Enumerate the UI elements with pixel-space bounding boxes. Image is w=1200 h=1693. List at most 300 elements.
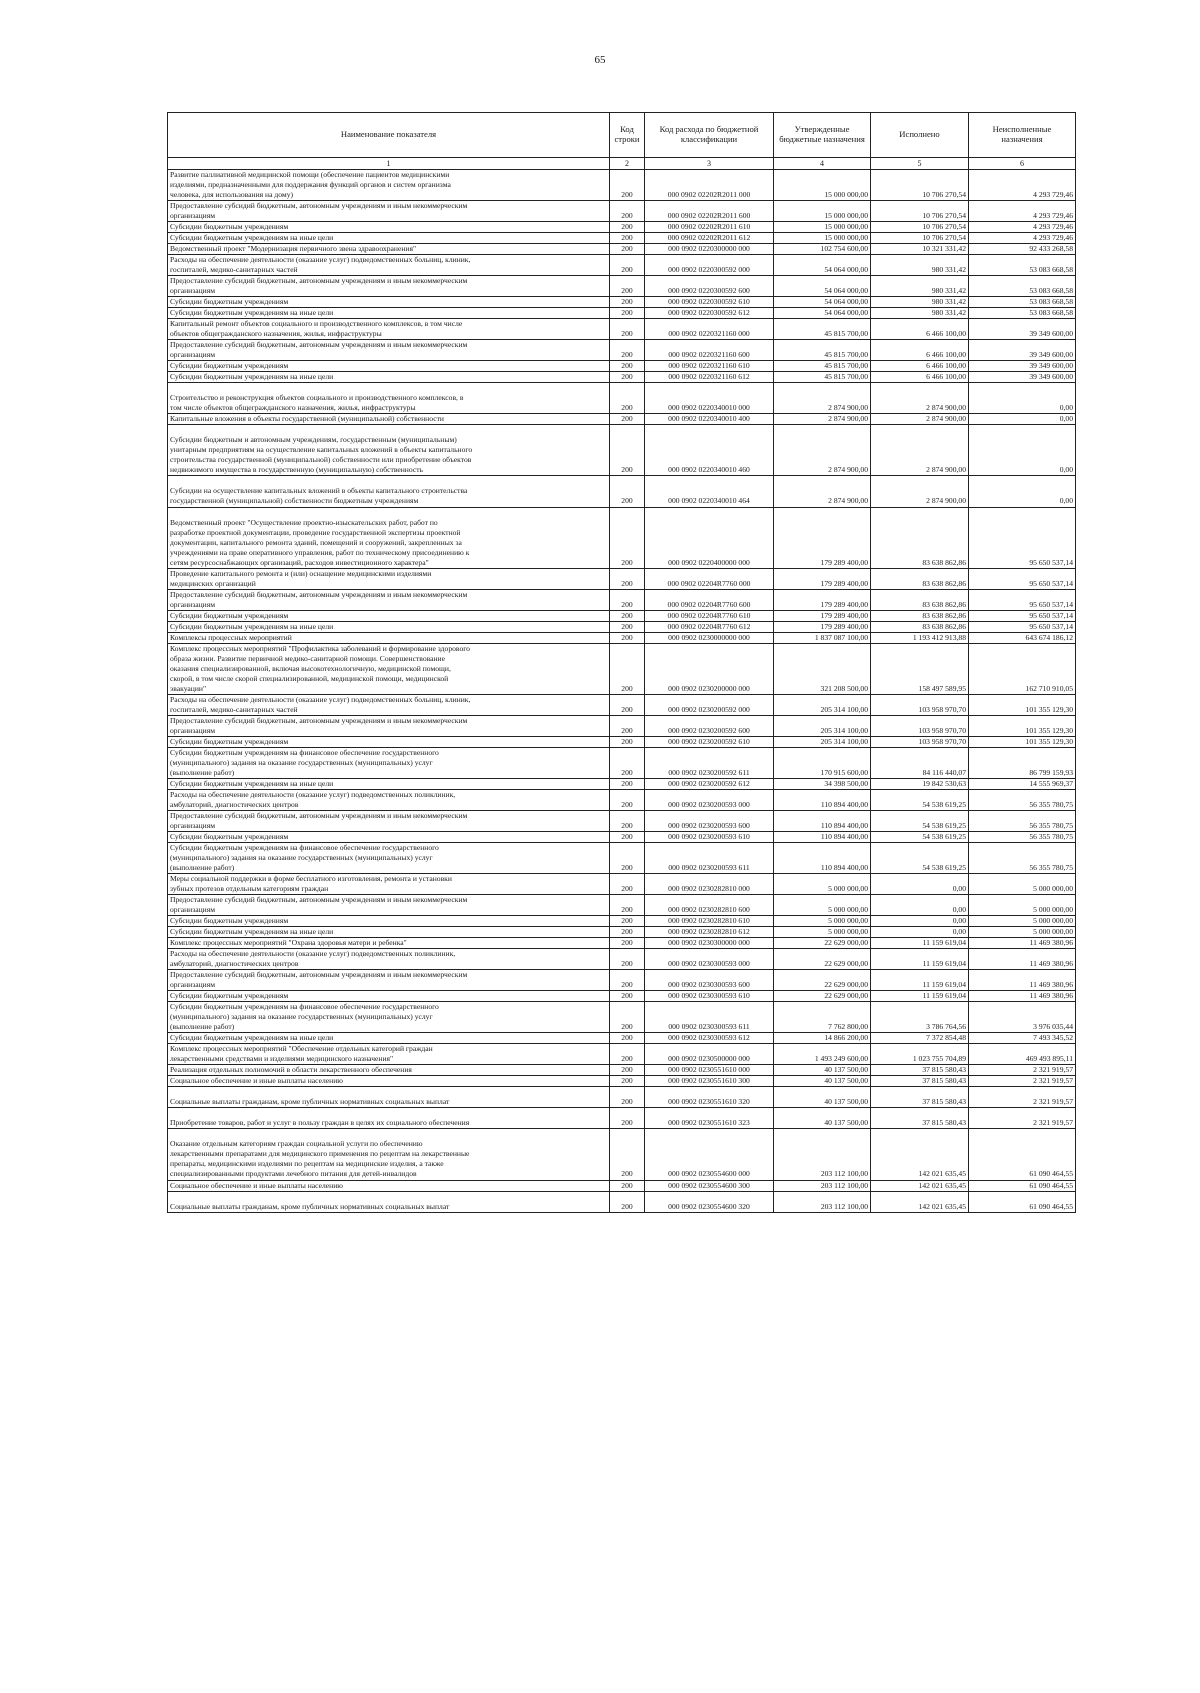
row-budget-code-cell: 000 0902 0230200593 000 (645, 789, 774, 810)
table-row (168, 632, 1076, 643)
table-row (168, 610, 1076, 621)
row-unexecuted-cell: 53 083 668,58 (969, 308, 1076, 319)
row-executed-cell: 2 874 900,00 (871, 414, 969, 425)
row-unexecuted-cell: 56 355 780,75 (969, 810, 1076, 831)
table-row (168, 201, 1076, 222)
row-line-code-cell: 200 (610, 1087, 645, 1108)
row-executed-cell: 11 159 619,04 (871, 991, 969, 1002)
row-budget-code-cell: 000 0902 0220340010 400 (645, 414, 774, 425)
row-budget-code-cell: 000 0902 0230300593 610 (645, 991, 774, 1002)
row-name-cell: Субсидии бюджетным учреждениям на иные цели (168, 927, 610, 938)
table-row (168, 1002, 1076, 1033)
row-approved-cell: 203 112 100,00 (774, 1191, 871, 1212)
row-unexecuted-cell: 469 493 895,11 (969, 1044, 1076, 1065)
header-approved: Утвержденные бюджетные назначения (774, 113, 871, 158)
row-executed-cell: 2 874 900,00 (871, 425, 969, 476)
row-budget-code-cell: 000 0902 0220340010 464 (645, 476, 774, 507)
table-row (168, 621, 1076, 632)
row-budget-code-cell: 000 0902 02202R2011 000 (645, 170, 774, 201)
row-executed-cell: 6 466 100,00 (871, 372, 969, 383)
row-unexecuted-cell: 5 000 000,00 (969, 927, 1076, 938)
row-executed-cell: 11 159 619,04 (871, 938, 969, 949)
row-budget-code-cell: 000 0902 0230200592 000 (645, 694, 774, 715)
row-approved-cell: 34 398 500,00 (774, 778, 871, 789)
row-name-cell: Развитие паллиативной медицинской помощи (обеспечение пациентов медицинскими изделиями, предназначенными для поддержания функций органов и систем организма человека, для использования на дому) (168, 170, 610, 201)
row-name-cell: Предоставление субсидий бюджетным, автономным учреждениям и иным некоммерческим организациям (168, 340, 610, 361)
row-executed-cell: 2 874 900,00 (871, 383, 969, 414)
row-executed-cell: 1 193 412 913,88 (871, 632, 969, 643)
table-row (168, 170, 1076, 201)
row-approved-cell: 40 137 500,00 (774, 1087, 871, 1108)
row-executed-cell: 83 638 862,86 (871, 621, 969, 632)
budget-execution-table (167, 112, 1076, 1213)
table-row (168, 414, 1076, 425)
row-unexecuted-cell: 5 000 000,00 (969, 916, 1076, 927)
row-approved-cell: 203 112 100,00 (774, 1180, 871, 1191)
row-budget-code-cell: 000 0902 0230200592 600 (645, 715, 774, 736)
table-row (168, 643, 1076, 694)
row-approved-cell: 15 000 000,00 (774, 222, 871, 233)
table-row (168, 694, 1076, 715)
row-approved-cell: 205 314 100,00 (774, 694, 871, 715)
row-executed-cell: 10 706 270,54 (871, 222, 969, 233)
row-executed-cell: 54 538 619,25 (871, 810, 969, 831)
row-line-code-cell: 200 (610, 949, 645, 970)
row-name-cell: Субсидии бюджетным учреждениям (168, 991, 610, 1002)
row-executed-cell: 142 021 635,45 (871, 1180, 969, 1191)
row-line-code-cell: 200 (610, 694, 645, 715)
row-unexecuted-cell: 643 674 186,12 (969, 632, 1076, 643)
row-line-code-cell: 200 (610, 1180, 645, 1191)
row-budget-code-cell: 000 0902 0220300592 612 (645, 308, 774, 319)
row-approved-cell: 15 000 000,00 (774, 170, 871, 201)
row-name-cell: Меры социальной поддержки в форме бесплатного изготовления, ремонта и установки зубных протезов отдельным категориям граждан (168, 874, 610, 895)
row-name-cell: Субсидии бюджетным учреждениям (168, 361, 610, 372)
row-unexecuted-cell: 86 799 159,93 (969, 747, 1076, 778)
row-budget-code-cell: 000 0902 0230551610 320 (645, 1087, 774, 1108)
row-name-cell: Предоставление субсидий бюджетным, автономным учреждениям и иным некоммерческим организациям (168, 970, 610, 991)
table-row (168, 244, 1076, 255)
row-approved-cell: 14 866 200,00 (774, 1033, 871, 1044)
row-approved-cell: 15 000 000,00 (774, 201, 871, 222)
table-body (168, 170, 1076, 1213)
row-line-code-cell: 200 (610, 255, 645, 276)
row-approved-cell: 5 000 000,00 (774, 927, 871, 938)
row-unexecuted-cell: 56 355 780,75 (969, 843, 1076, 874)
row-name-cell: Предоставление субсидий бюджетным, автономным учреждениям и иным некоммерческим организациям (168, 589, 610, 610)
row-approved-cell: 40 137 500,00 (774, 1076, 871, 1087)
row-approved-cell: 2 874 900,00 (774, 476, 871, 507)
row-line-code-cell: 200 (610, 927, 645, 938)
table-row (168, 736, 1076, 747)
table-row (168, 568, 1076, 589)
column-number-row (168, 158, 1076, 170)
row-budget-code-cell: 000 0902 02204R7760 600 (645, 589, 774, 610)
row-line-code-cell: 200 (610, 372, 645, 383)
row-name-cell: Ведомственный проект "Осуществление проектно-изыскательских работ, работ по разработке проектной документации, проведение государственной экспертизы проектной документации, капитального ремонта зданий, помещений и сооружений, закрепленных за учреждениями на праве оперативного управления, работ по техническому присоединению к сетям ресурсоснабжающих организаций, расходов инвестиционного характера" (168, 507, 610, 568)
row-approved-cell: 205 314 100,00 (774, 736, 871, 747)
row-line-code-cell: 200 (610, 991, 645, 1002)
table-row (168, 874, 1076, 895)
row-name-cell: Субсидии бюджетным учреждениям на иные цели (168, 1033, 610, 1044)
table-row (168, 319, 1076, 340)
row-line-code-cell: 200 (610, 610, 645, 621)
table-row (168, 308, 1076, 319)
row-executed-cell: 142 021 635,45 (871, 1129, 969, 1180)
table-row (168, 372, 1076, 383)
row-unexecuted-cell: 0,00 (969, 425, 1076, 476)
table-row (168, 222, 1076, 233)
table-row (168, 276, 1076, 297)
row-approved-cell: 45 815 700,00 (774, 340, 871, 361)
row-approved-cell: 54 064 000,00 (774, 276, 871, 297)
row-unexecuted-cell: 92 433 268,58 (969, 244, 1076, 255)
row-executed-cell: 1 023 755 704,89 (871, 1044, 969, 1065)
table-row (168, 1065, 1076, 1076)
column-number: 3 (645, 158, 774, 170)
row-name-cell: Комплекс процессных мероприятий "Профилактика заболеваний и формирование здорового образа жизни. Развитие первичной медико-санитарной помощи. Совершенствование оказания специализированной, включая высокотехнологичную, медицинской помощи, скорой, в том числе скорой специализированной, медицинской помощи, медицинской эвакуации" (168, 643, 610, 694)
row-name-cell: Расходы на обеспечение деятельности (оказание услуг) подведомственных больниц, клиник, госпиталей, медико-санитарных частей (168, 255, 610, 276)
row-budget-code-cell: 000 0902 02202R2011 600 (645, 201, 774, 222)
row-line-code-cell: 200 (610, 843, 645, 874)
row-line-code-cell: 200 (610, 621, 645, 632)
row-budget-code-cell: 000 0902 0230282810 610 (645, 916, 774, 927)
row-unexecuted-cell: 95 650 537,14 (969, 568, 1076, 589)
row-executed-cell: 980 331,42 (871, 308, 969, 319)
row-budget-code-cell: 000 0902 02202R2011 612 (645, 233, 774, 244)
row-approved-cell: 179 289 400,00 (774, 610, 871, 621)
row-name-cell: Предоставление субсидий бюджетным, автономным учреждениям и иным некоммерческим организациям (168, 810, 610, 831)
row-line-code-cell: 200 (610, 297, 645, 308)
row-executed-cell: 7 372 854,48 (871, 1033, 969, 1044)
row-executed-cell: 10 321 331,42 (871, 244, 969, 255)
row-line-code-cell: 200 (610, 643, 645, 694)
table-row (168, 949, 1076, 970)
row-unexecuted-cell: 14 555 969,37 (969, 778, 1076, 789)
row-name-cell: Социальное обеспечение и иные выплаты населению (168, 1180, 610, 1191)
table-row (168, 1087, 1076, 1108)
row-unexecuted-cell: 0,00 (969, 476, 1076, 507)
row-name-cell: Субсидии бюджетным учреждениям (168, 916, 610, 927)
row-name-cell: Реализация отдельных полномочий в области лекарственного обеспечения (168, 1065, 610, 1076)
table-row (168, 1076, 1076, 1087)
row-unexecuted-cell: 0,00 (969, 383, 1076, 414)
row-unexecuted-cell: 2 321 919,57 (969, 1065, 1076, 1076)
row-budget-code-cell: 000 0902 0220300000 000 (645, 244, 774, 255)
row-unexecuted-cell: 56 355 780,75 (969, 789, 1076, 810)
row-approved-cell: 170 915 600,00 (774, 747, 871, 778)
row-line-code-cell: 200 (610, 476, 645, 507)
row-unexecuted-cell: 3 976 035,44 (969, 1002, 1076, 1033)
row-name-cell: Субсидии на осуществление капитальных вложений в объекты капитального строительства государственной (муниципальной) собственности бюджетным учреждениям (168, 476, 610, 507)
row-unexecuted-cell: 4 293 729,46 (969, 170, 1076, 201)
row-name-cell: Предоставление субсидий бюджетным, автономным учреждениям и иным некоммерческим организациям (168, 201, 610, 222)
row-name-cell: Социальные выплаты гражданам, кроме публичных нормативных социальных выплат (168, 1087, 610, 1108)
row-name-cell: Строительство и реконструкция объектов социального и производственного комплексов, в том числе объектов общегражданского назначения, жилья, инфраструктуры (168, 383, 610, 414)
row-line-code-cell: 200 (610, 810, 645, 831)
row-line-code-cell: 200 (610, 170, 645, 201)
page-number: 65 (594, 54, 606, 66)
table-row (168, 715, 1076, 736)
row-name-cell: Субсидии бюджетным и автономным учреждениям, государственным (муниципальным) унитарным предприятиям на осуществление капитальных вложений в объекты капитального строительства государственной (муниципальной) собственности или приобретение объектов недвижимого имущества в государственную (муниципальную) собственность (168, 425, 610, 476)
row-line-code-cell: 200 (610, 789, 645, 810)
row-executed-cell: 0,00 (871, 927, 969, 938)
row-unexecuted-cell: 101 355 129,30 (969, 736, 1076, 747)
row-budget-code-cell: 000 0902 02204R7760 612 (645, 621, 774, 632)
row-line-code-cell: 200 (610, 233, 645, 244)
row-name-cell: Комплекс процессных мероприятий "Охрана здоровья матери и ребенка" (168, 938, 610, 949)
row-budget-code-cell: 000 0902 0230300593 611 (645, 1002, 774, 1033)
row-budget-code-cell: 000 0902 0220340010 460 (645, 425, 774, 476)
row-executed-cell: 83 638 862,86 (871, 610, 969, 621)
row-approved-cell: 15 000 000,00 (774, 233, 871, 244)
row-budget-code-cell: 000 0902 0230200000 000 (645, 643, 774, 694)
row-line-code-cell: 200 (610, 1191, 645, 1212)
row-budget-code-cell: 000 0902 0220340010 000 (645, 383, 774, 414)
row-budget-code-cell: 000 0902 0230200593 610 (645, 831, 774, 842)
row-executed-cell: 83 638 862,86 (871, 589, 969, 610)
row-line-code-cell: 200 (610, 874, 645, 895)
row-unexecuted-cell: 53 083 668,58 (969, 255, 1076, 276)
row-unexecuted-cell: 11 469 380,96 (969, 938, 1076, 949)
row-budget-code-cell: 000 0902 0220300592 610 (645, 297, 774, 308)
table-row (168, 843, 1076, 874)
row-unexecuted-cell: 0,00 (969, 414, 1076, 425)
row-executed-cell: 84 116 440,07 (871, 747, 969, 778)
row-budget-code-cell: 000 0902 0230300000 000 (645, 938, 774, 949)
row-budget-code-cell: 000 0902 0230554600 000 (645, 1129, 774, 1180)
table-row (168, 789, 1076, 810)
row-name-cell: Капитальные вложения в объекты государственной (муниципальной) собственности (168, 414, 610, 425)
row-executed-cell: 6 466 100,00 (871, 361, 969, 372)
row-approved-cell: 40 137 500,00 (774, 1065, 871, 1076)
row-executed-cell: 0,00 (871, 895, 969, 916)
header-budget-code: Код расхода по бюджетной классификации (645, 113, 774, 158)
row-budget-code-cell: 000 0902 0230282810 600 (645, 895, 774, 916)
row-line-code-cell: 200 (610, 319, 645, 340)
row-executed-cell: 6 466 100,00 (871, 340, 969, 361)
row-unexecuted-cell: 2 321 919,57 (969, 1087, 1076, 1108)
row-line-code-cell: 200 (610, 589, 645, 610)
row-executed-cell: 11 159 619,04 (871, 970, 969, 991)
row-name-cell: Субсидии бюджетным учреждениям на иные цели (168, 233, 610, 244)
row-unexecuted-cell: 11 469 380,96 (969, 949, 1076, 970)
row-name-cell: Субсидии бюджетным учреждениям на иные цели (168, 621, 610, 632)
row-budget-code-cell: 000 0902 0230551610 300 (645, 1076, 774, 1087)
row-approved-cell: 102 754 600,00 (774, 244, 871, 255)
table-row (168, 255, 1076, 276)
row-approved-cell: 205 314 100,00 (774, 715, 871, 736)
row-budget-code-cell: 000 0902 0220400000 000 (645, 507, 774, 568)
row-line-code-cell: 200 (610, 736, 645, 747)
row-unexecuted-cell: 2 321 919,57 (969, 1108, 1076, 1129)
row-name-cell: Субсидии бюджетным учреждениям на финансовое обеспечение государственного (муниципального) задания на оказание государственных (муниципальных) услуг (выполнение работ) (168, 1002, 610, 1033)
row-unexecuted-cell: 4 293 729,46 (969, 233, 1076, 244)
row-executed-cell: 103 958 970,70 (871, 694, 969, 715)
row-line-code-cell: 200 (610, 507, 645, 568)
row-budget-code-cell: 000 0902 0230500000 000 (645, 1044, 774, 1065)
column-number: 6 (969, 158, 1076, 170)
row-unexecuted-cell: 61 090 464,55 (969, 1191, 1076, 1212)
row-unexecuted-cell: 101 355 129,30 (969, 715, 1076, 736)
row-approved-cell: 5 000 000,00 (774, 916, 871, 927)
row-line-code-cell: 200 (610, 1033, 645, 1044)
row-line-code-cell: 200 (610, 715, 645, 736)
row-name-cell: Субсидии бюджетным учреждениям на иные цели (168, 778, 610, 789)
row-approved-cell: 1 837 087 100,00 (774, 632, 871, 643)
row-unexecuted-cell: 162 710 910,05 (969, 643, 1076, 694)
table-row (168, 425, 1076, 476)
row-executed-cell: 37 815 580,43 (871, 1087, 969, 1108)
row-line-code-cell: 200 (610, 340, 645, 361)
row-line-code-cell: 200 (610, 916, 645, 927)
row-budget-code-cell: 000 0902 0230282810 000 (645, 874, 774, 895)
row-approved-cell: 22 629 000,00 (774, 949, 871, 970)
row-name-cell: Субсидии бюджетным учреждениям (168, 736, 610, 747)
row-executed-cell: 103 958 970,70 (871, 715, 969, 736)
row-line-code-cell: 200 (610, 201, 645, 222)
row-name-cell: Проведение капитального ремонта и (или) оснащение медицинскими изделиями медицинских организаций (168, 568, 610, 589)
row-name-cell: Оказание отдельным категориям граждан социальной услуги по обеспечению лекарственными препаратами для медицинского применения по рецептам на лекарственные препараты, медицинскими изделиями по рецептам на медицинские изделия, а также специализированными продуктами лечебного питания для детей-инвалидов (168, 1129, 610, 1180)
row-line-code-cell: 200 (610, 414, 645, 425)
row-executed-cell: 37 815 580,43 (871, 1076, 969, 1087)
row-line-code-cell: 200 (610, 1076, 645, 1087)
row-line-code-cell: 200 (610, 308, 645, 319)
row-budget-code-cell: 000 0902 0230200592 610 (645, 736, 774, 747)
table-row (168, 589, 1076, 610)
table-row (168, 970, 1076, 991)
row-budget-code-cell: 000 0902 0230282810 612 (645, 927, 774, 938)
table-row (168, 810, 1076, 831)
row-name-cell: Расходы на обеспечение деятельности (оказание услуг) подведомственных поликлиник, амбулаторий, диагностических центров (168, 949, 610, 970)
header-unexecuted: Неисполненные назначения (969, 113, 1076, 158)
row-executed-cell: 103 958 970,70 (871, 736, 969, 747)
row-unexecuted-cell: 5 000 000,00 (969, 895, 1076, 916)
table-header-row (168, 113, 1076, 158)
row-name-cell: Субсидии бюджетным учреждениям (168, 831, 610, 842)
row-line-code-cell: 200 (610, 1108, 645, 1129)
row-name-cell: Социальные выплаты гражданам, кроме публичных нормативных социальных выплат (168, 1191, 610, 1212)
column-number: 1 (168, 158, 610, 170)
row-approved-cell: 179 289 400,00 (774, 621, 871, 632)
row-approved-cell: 22 629 000,00 (774, 991, 871, 1002)
row-executed-cell: 3 786 764,56 (871, 1002, 969, 1033)
row-approved-cell: 5 000 000,00 (774, 874, 871, 895)
row-budget-code-cell: 000 0902 0220321160 610 (645, 361, 774, 372)
row-approved-cell: 321 208 500,00 (774, 643, 871, 694)
row-executed-cell: 980 331,42 (871, 255, 969, 276)
row-name-cell: Капитальный ремонт объектов социального и производственного комплексов, в том числе объектов общегражданского назначения, жилья, инфраструктуры (168, 319, 610, 340)
row-budget-code-cell: 000 0902 0230200593 611 (645, 843, 774, 874)
row-unexecuted-cell: 4 293 729,46 (969, 222, 1076, 233)
row-unexecuted-cell: 39 349 600,00 (969, 319, 1076, 340)
row-executed-cell: 10 706 270,54 (871, 233, 969, 244)
table-row (168, 297, 1076, 308)
row-budget-code-cell: 000 0902 0230200592 611 (645, 747, 774, 778)
row-line-code-cell: 200 (610, 276, 645, 297)
row-unexecuted-cell: 101 355 129,30 (969, 694, 1076, 715)
row-line-code-cell: 200 (610, 778, 645, 789)
row-approved-cell: 45 815 700,00 (774, 361, 871, 372)
row-unexecuted-cell: 95 650 537,14 (969, 621, 1076, 632)
row-approved-cell: 179 289 400,00 (774, 568, 871, 589)
row-approved-cell: 45 815 700,00 (774, 372, 871, 383)
row-line-code-cell: 200 (610, 425, 645, 476)
row-unexecuted-cell: 56 355 780,75 (969, 831, 1076, 842)
row-approved-cell: 203 112 100,00 (774, 1129, 871, 1180)
table-row (168, 1044, 1076, 1065)
row-unexecuted-cell: 61 090 464,55 (969, 1180, 1076, 1191)
row-unexecuted-cell: 4 293 729,46 (969, 201, 1076, 222)
row-executed-cell: 19 842 530,63 (871, 778, 969, 789)
row-executed-cell: 980 331,42 (871, 297, 969, 308)
row-budget-code-cell: 000 0902 02202R2011 610 (645, 222, 774, 233)
row-name-cell: Субсидии бюджетным учреждениям на финансовое обеспечение государственного (муниципального) задания на оказание государственных (муниципальных) услуг (выполнение работ) (168, 747, 610, 778)
row-approved-cell: 110 894 400,00 (774, 831, 871, 842)
column-number: 4 (774, 158, 871, 170)
row-line-code-cell: 200 (610, 831, 645, 842)
table-row (168, 916, 1076, 927)
table-row (168, 233, 1076, 244)
row-budget-code-cell: 000 0902 0220321160 600 (645, 340, 774, 361)
row-approved-cell: 22 629 000,00 (774, 938, 871, 949)
row-name-cell: Предоставление субсидий бюджетным, автономным учреждениям и иным некоммерческим организациям (168, 276, 610, 297)
row-unexecuted-cell: 95 650 537,14 (969, 610, 1076, 621)
row-name-cell: Субсидии бюджетным учреждениям (168, 222, 610, 233)
row-unexecuted-cell: 39 349 600,00 (969, 372, 1076, 383)
row-approved-cell: 45 815 700,00 (774, 319, 871, 340)
row-executed-cell: 980 331,42 (871, 276, 969, 297)
table-row (168, 361, 1076, 372)
table-row (168, 831, 1076, 842)
row-name-cell: Предоставление субсидий бюджетным, автономным учреждениям и иным некоммерческим организациям (168, 895, 610, 916)
row-approved-cell: 54 064 000,00 (774, 297, 871, 308)
table-row (168, 927, 1076, 938)
table-row (168, 507, 1076, 568)
row-budget-code-cell: 000 0902 0220300592 000 (645, 255, 774, 276)
row-executed-cell: 6 466 100,00 (871, 319, 969, 340)
row-budget-code-cell: 000 0902 0230551610 323 (645, 1108, 774, 1129)
table-row (168, 778, 1076, 789)
row-executed-cell: 10 706 270,54 (871, 170, 969, 201)
row-executed-cell: 37 815 580,43 (871, 1108, 969, 1129)
table-row (168, 476, 1076, 507)
row-unexecuted-cell: 61 090 464,55 (969, 1129, 1076, 1180)
row-executed-cell: 54 538 619,25 (871, 789, 969, 810)
row-line-code-cell: 200 (610, 568, 645, 589)
row-line-code-cell: 200 (610, 1065, 645, 1076)
row-name-cell: Субсидии бюджетным учреждениям на финансовое обеспечение государственного (муниципального) задания на оказание государственных (муниципальных) услуг (выполнение работ) (168, 843, 610, 874)
row-unexecuted-cell: 11 469 380,96 (969, 991, 1076, 1002)
column-number: 2 (610, 158, 645, 170)
row-executed-cell: 158 497 589,95 (871, 643, 969, 694)
row-approved-cell: 40 137 500,00 (774, 1108, 871, 1129)
table-row (168, 938, 1076, 949)
row-line-code-cell: 200 (610, 1129, 645, 1180)
row-line-code-cell: 200 (610, 244, 645, 255)
row-name-cell: Расходы на обеспечение деятельности (оказание услуг) подведомственных больниц, клиник, госпиталей, медико-санитарных частей (168, 694, 610, 715)
row-line-code-cell: 200 (610, 938, 645, 949)
row-line-code-cell: 200 (610, 1002, 645, 1033)
row-unexecuted-cell: 53 083 668,58 (969, 276, 1076, 297)
table-row (168, 340, 1076, 361)
row-budget-code-cell: 000 0902 0230300593 612 (645, 1033, 774, 1044)
table-row (168, 747, 1076, 778)
row-approved-cell: 2 874 900,00 (774, 425, 871, 476)
row-budget-code-cell: 000 0902 0220321160 000 (645, 319, 774, 340)
row-budget-code-cell: 000 0902 02204R7760 610 (645, 610, 774, 621)
table-row (168, 1180, 1076, 1191)
